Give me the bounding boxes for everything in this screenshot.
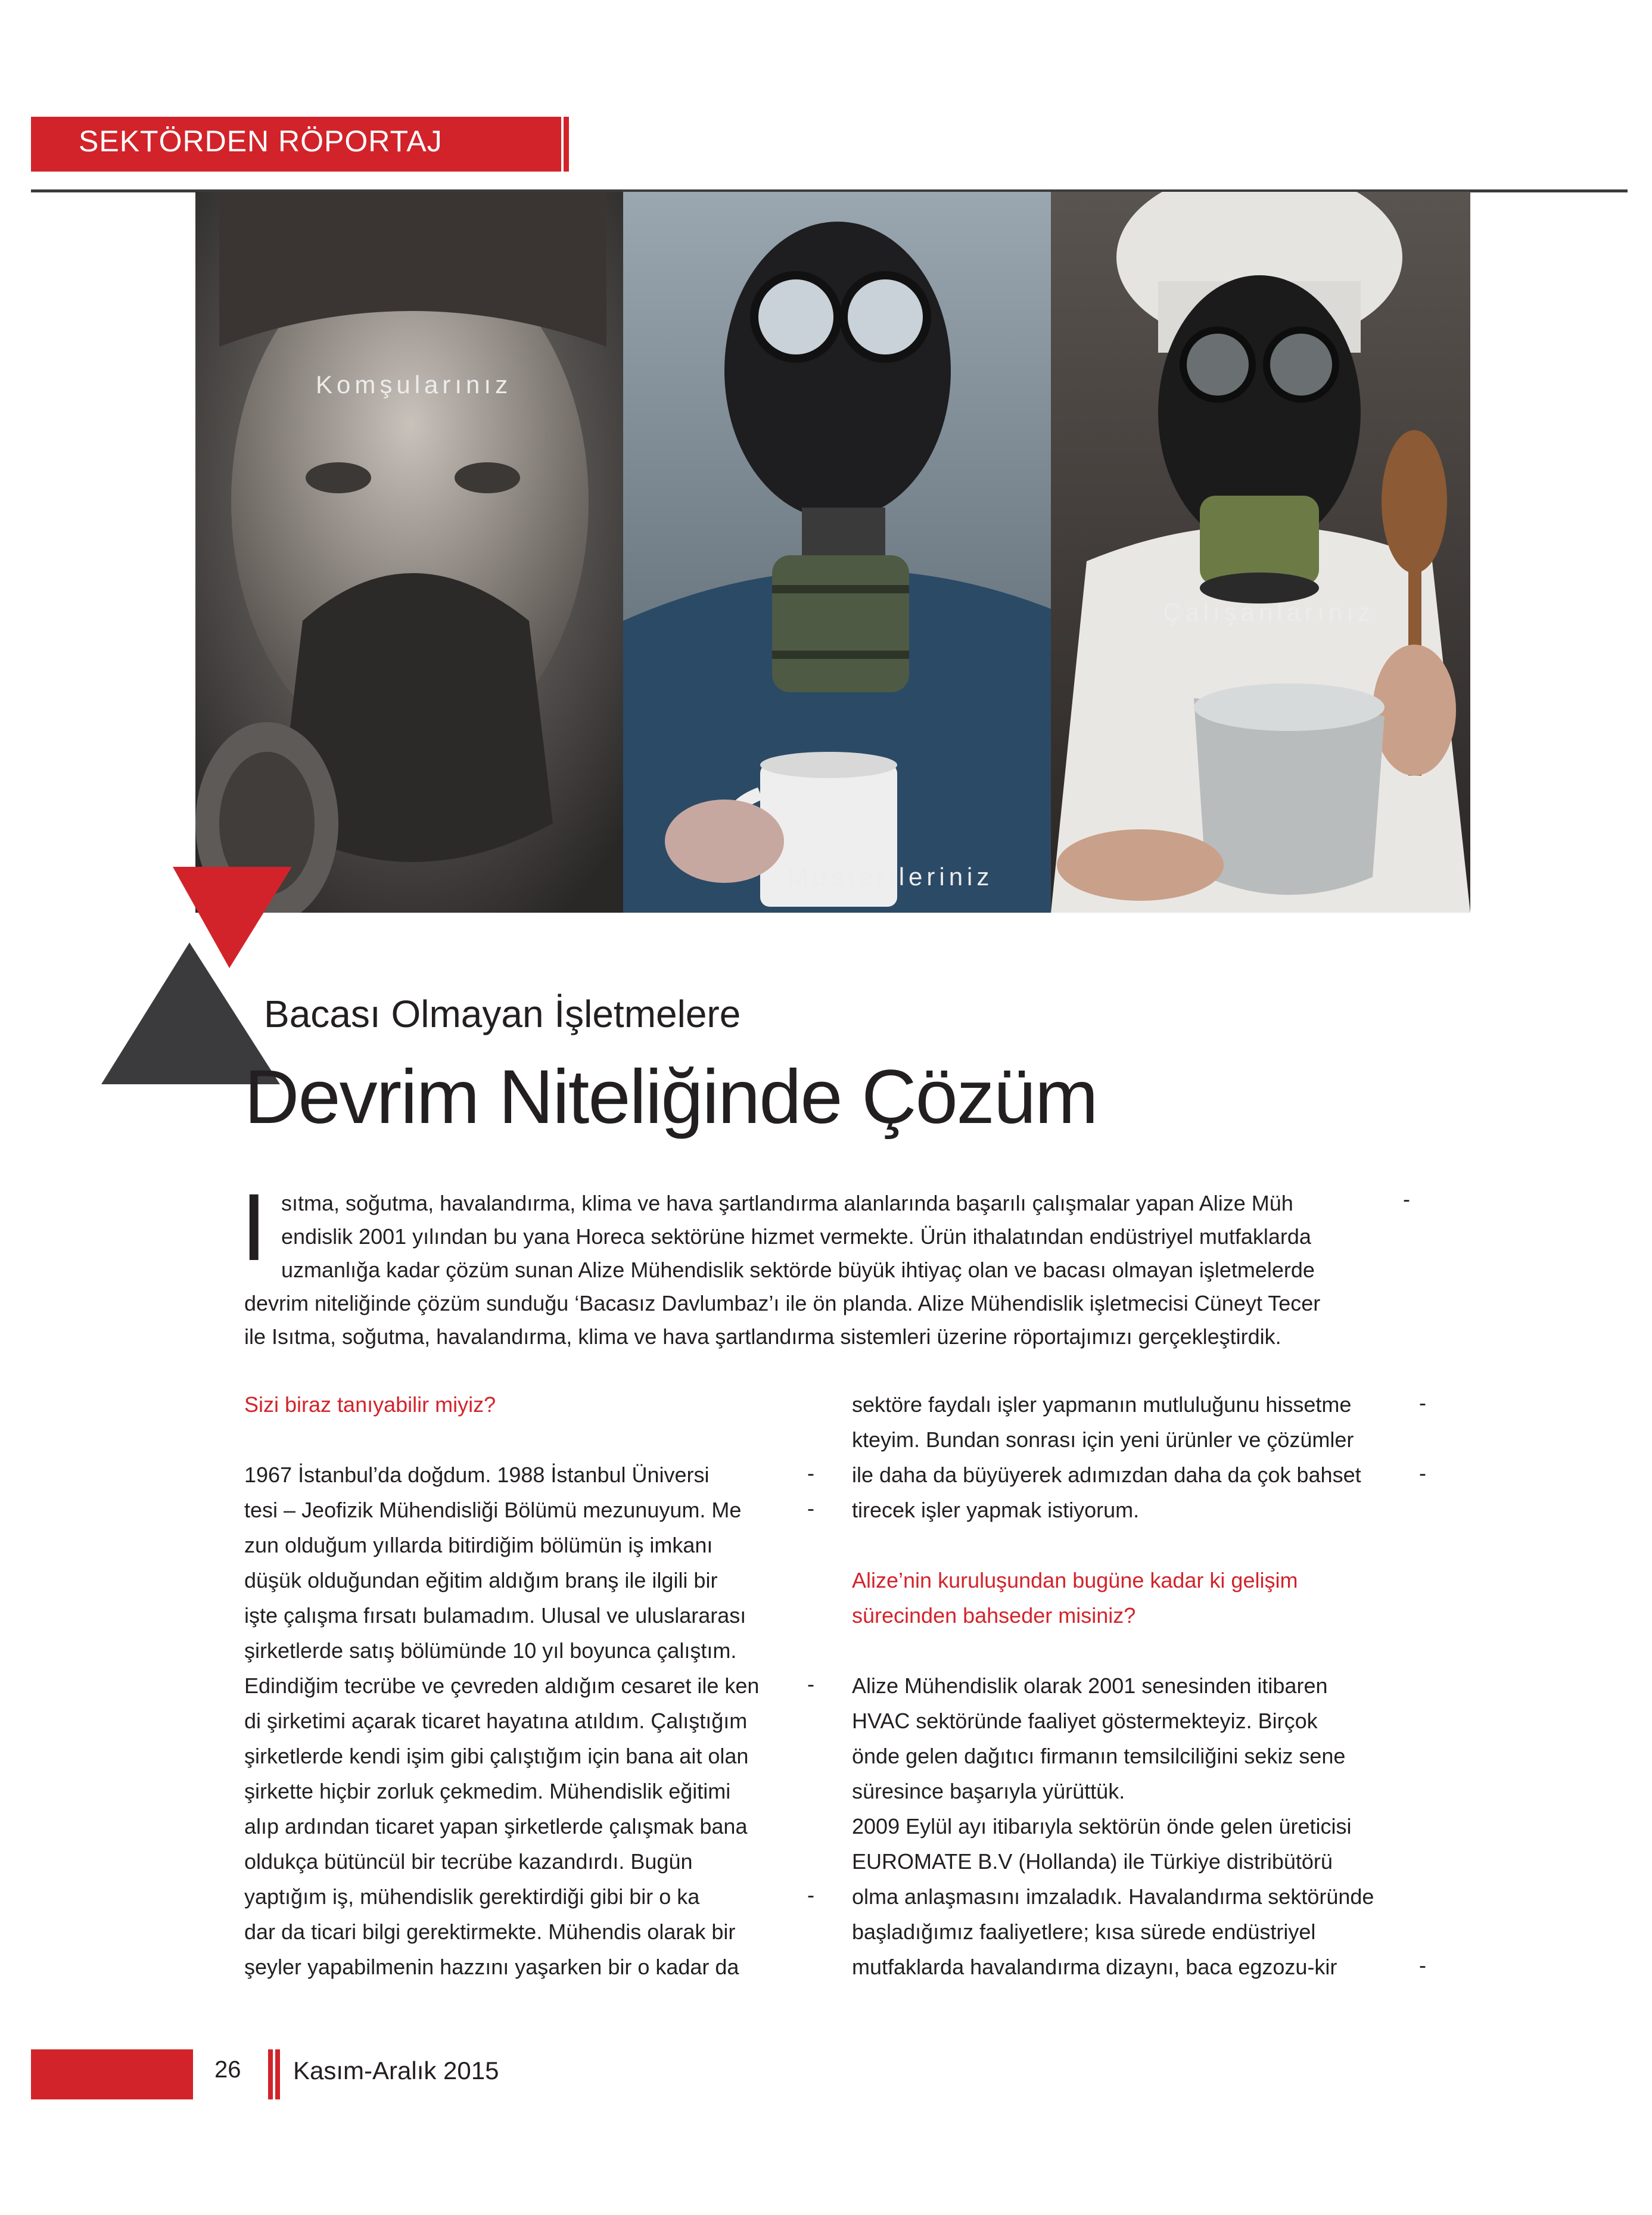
drop-cap: I bbox=[241, 1174, 267, 1280]
footer-divider-tick bbox=[268, 2049, 273, 2099]
hyphen-mark: - bbox=[807, 1672, 814, 1696]
photo-neighbors bbox=[195, 192, 623, 913]
body-line: süresince başarıyla yürüttük. bbox=[852, 1779, 1125, 1803]
question-heading: sürecinden bahseder misiniz? bbox=[852, 1603, 1136, 1628]
intro-line: sıtma, soğutma, havalandırma, klima ve hava şartlandırma alanlarında başarılı çalışmalar yapan Alize Müh bbox=[281, 1191, 1293, 1215]
hyphen-mark: - bbox=[807, 1883, 814, 1907]
photo-caption-employees: Çalışanlarınız bbox=[1163, 598, 1374, 626]
body-line: sektöre faydalı işler yapmanın mutluluğunu hissetme bbox=[852, 1392, 1352, 1417]
footer-bar bbox=[31, 2049, 193, 2099]
body-line: Edindiğim tecrübe ve çevreden aldığım cesaret ile ken bbox=[244, 1673, 760, 1698]
article-subtitle: Bacası Olmayan İşletmelere bbox=[264, 993, 741, 1035]
hyphen-mark: - bbox=[1419, 1461, 1426, 1485]
intro-line: uzmanlığa kadar çözüm sunan Alize Mühendislik sektörde büyük ihtiyaç olan ve bacası olmayan işletmelerde bbox=[281, 1258, 1315, 1282]
body-line: alıp ardından ticaret yapan şirketlerde çalışmak bana bbox=[244, 1814, 748, 1838]
body-line: HVAC sektöründe faaliyet göstermekteyiz. Birçok bbox=[852, 1709, 1318, 1733]
body-line: olma anlaşmasını imzaladık. Havalandırma sektöründe bbox=[852, 1884, 1374, 1909]
body-line: şirkette hiçbir zorluk çekmedim. Mühendislik eğitimi bbox=[244, 1779, 731, 1803]
body-line: önde gelen dağıtıcı firmanın temsilciliğini sekiz sene bbox=[852, 1744, 1346, 1768]
body-line: şirketlerde satış bölümünde 10 yıl boyunca çalıştım. bbox=[244, 1638, 737, 1663]
hyphen-mark: - bbox=[1403, 1187, 1410, 1211]
body-line: 2009 Eylül ayı itibarıyla sektörün önde gelen üreticisi bbox=[852, 1814, 1352, 1838]
footer-divider-tick bbox=[275, 2049, 280, 2099]
hyphen-mark: - bbox=[1419, 1390, 1426, 1415]
body-line: işte çalışma fırsatı bulamadım. Ulusal ve uluslararası bbox=[244, 1603, 746, 1628]
body-line: şirketlerde kendi işim gibi çalıştığım için bana ait olan bbox=[244, 1744, 749, 1768]
body-line: düşük olduğundan eğitim aldığım branş ile ilgili bir bbox=[244, 1568, 718, 1592]
page-number: 26 bbox=[214, 2057, 241, 2083]
hyphen-mark: - bbox=[1419, 1953, 1426, 1977]
question-heading: Sizi biraz tanıyabilir miyiz? bbox=[244, 1392, 496, 1417]
article-title: Devrim Niteliğinde Çözüm bbox=[244, 1054, 1097, 1140]
body-line: EUROMATE B.V (Hollanda) ile Türkiye distribütörü bbox=[852, 1849, 1333, 1874]
body-line: kteyim. Bundan sonrası için yeni ürünler ve çözümler bbox=[852, 1427, 1354, 1452]
hyphen-mark: - bbox=[807, 1461, 814, 1485]
photo-caption-neighbors: Komşularınız bbox=[316, 371, 512, 399]
issue-date: Kasım-Aralık 2015 bbox=[293, 2057, 499, 2085]
body-line: di şirketimi açarak ticaret hayatına atıldım. Çalıştığım bbox=[244, 1709, 748, 1733]
question-heading: Alize’nin kuruluşundan bugüne kadar ki gelişim bbox=[852, 1568, 1298, 1592]
body-line: mutfaklarda havalandırma dizaynı, baca egzozu-kir bbox=[852, 1955, 1337, 1979]
body-line: zun olduğum yıllarda bitirdiğim bölümün iş imkanı bbox=[244, 1533, 713, 1557]
section-label: SEKTÖRDEN RÖPORTAJ bbox=[79, 125, 443, 158]
photo-caption-customers: Müşterileriniz bbox=[788, 863, 994, 891]
header-divider-tick bbox=[556, 117, 561, 172]
body-line: tesi – Jeofizik Mühendisliği Bölümü mezunuyum. Me bbox=[244, 1498, 742, 1522]
header-divider-tick bbox=[564, 117, 569, 172]
body-line: başladığımız faaliyetlere; kısa sürede endüstriyel bbox=[852, 1920, 1316, 1944]
body-line: 1967 İstanbul’da doğdum. 1988 İstanbul Üniversi bbox=[244, 1463, 710, 1487]
body-line: yaptığım iş, mühendislik gerektirdiği gibi bir o ka bbox=[244, 1884, 700, 1909]
body-line: ile daha da büyüyerek adımızdan daha da çok bahset bbox=[852, 1463, 1361, 1487]
intro-line: ile Isıtma, soğutma, havalandırma, klima ve hava şartlandırma sistemleri üzerine röportajımızı gerçekleştirdik. bbox=[244, 1324, 1281, 1349]
intro-line: devrim niteliğinde çözüm sunduğu ‘Bacasız Davlumbaz’ı ile ön planda. Alize Mühendislik işletmecisi Cüneyt Tecer bbox=[244, 1291, 1321, 1315]
photo-customers bbox=[623, 192, 1051, 913]
body-line: tirecek işler yapmak istiyorum. bbox=[852, 1498, 1140, 1522]
body-line: Alize Mühendislik olarak 2001 senesinden itibaren bbox=[852, 1673, 1328, 1698]
body-line: dar da ticari bilgi gerektirmekte. Mühendis olarak bir bbox=[244, 1920, 736, 1944]
body-line: oldukça bütüncül bir tecrübe kazandırdı. Bugün bbox=[244, 1849, 693, 1874]
photo-employees bbox=[1051, 192, 1470, 913]
body-line: şeyler yapabilmenin hazzını yaşarken bir o kadar da bbox=[244, 1955, 739, 1979]
hyphen-mark: - bbox=[807, 1496, 814, 1520]
intro-line: endislik 2001 yılından bu yana Horeca sektörüne hizmet vermekte. Ürün ithalatından endüstriyel mutfaklarda bbox=[281, 1224, 1311, 1249]
